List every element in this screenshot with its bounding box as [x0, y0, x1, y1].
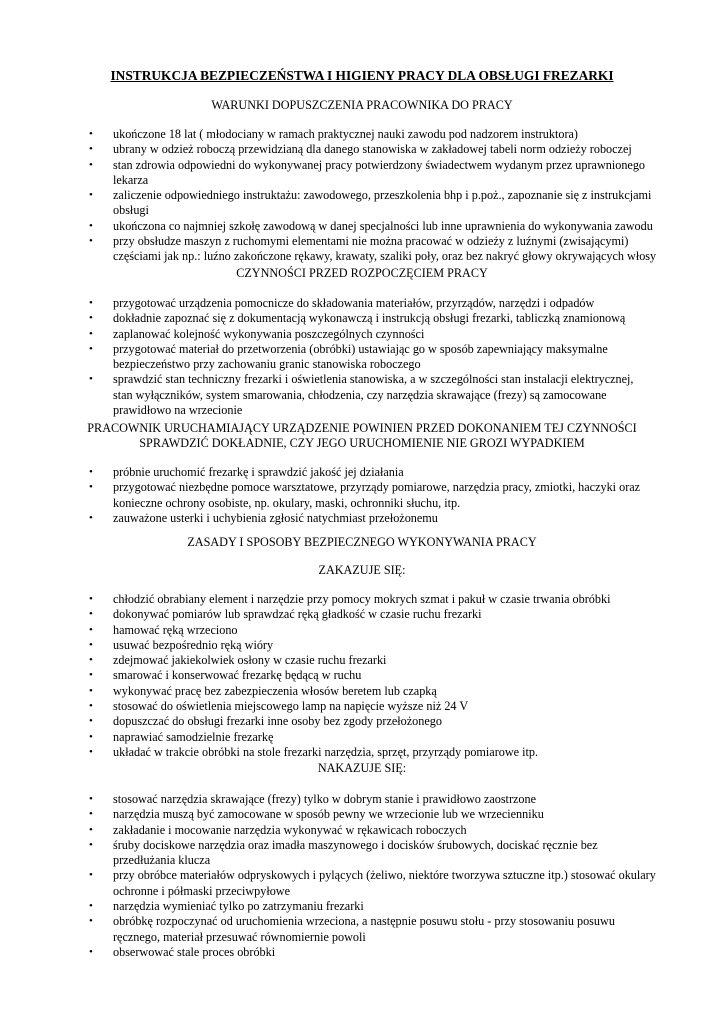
list-item [0, 296, 724, 311]
list-item-line: wykonywać pracę bez zabezpieczenia włosów beretem lub czapką [113, 683, 437, 698]
list-item [0, 219, 724, 234]
list-item [0, 234, 724, 265]
list-item [0, 684, 724, 699]
list-ordered [0, 792, 724, 960]
list-item [0, 607, 724, 622]
list-item-line: dokonywać pomiarów lub sprawdzać ręką gładkość w czasie ruchu frezarki [113, 607, 482, 622]
list-item-line: przy obsłudze maszyn z ruchomymi elementami nie można pracować w odzieży z luźnymi (zwisającymi) [113, 234, 629, 249]
list-item-line: konieczne ochrony osobiste, np. okulary, maski, ochronniki słuchu, itp. [113, 495, 461, 510]
list-item-line: śruby dociskowe narzędzia oraz imadła maszynowego i docisków śrubowych, dociskać ręcznie bez [113, 837, 598, 852]
list-item-line: ochronne i półmaski przeciwpyłowe [113, 883, 291, 898]
list-item-line: przygotować niezbędne pomoce warsztatowe, przyrządy pomiarowe, narzędzia pracy, zmiotki, haczyki oraz [113, 480, 641, 495]
list-item-line: próbnie uruchomić frezarkę i sprawdzić jakość jej działania [113, 465, 404, 479]
list-item-line: ukończone 18 lat ( młodociany w ramach praktycznej nauki zawodu pod nadzorem instruktora) [113, 127, 578, 141]
list-item [0, 653, 724, 668]
list-item-line: przedłużania klucza [113, 853, 211, 868]
list-item-line: dopuszczać do obsługi frezarki inne osoby bez zgody przełożonego [113, 714, 442, 729]
list-item [0, 480, 724, 511]
list-item-line: ukończona co najmniej szkołę zawodową w danej specjalności lub inne uprawnienia do wykonywania zawodu [113, 218, 653, 233]
list-item-line: częściami jak np.: luźno zakończone rękawy, krawaty, szaliki poły, oraz bez nakryć głowy okrywających włosy [113, 249, 657, 264]
list-item-line: zdejmować jakiekolwiek osłony w czasie ruchu frezarki [113, 653, 387, 668]
list-item [0, 730, 724, 745]
list-item-line: zaliczenie odpowiedniego instruktażu: zawodowego, przeszkolenia bhp i p.poż., zapoznanie się z instrukcjami [113, 188, 652, 203]
list-item [0, 465, 724, 480]
section-heading-admission: WARUNKI DOPUSZCZENIA PRACOWNIKA DO PRACY [211, 98, 513, 112]
list-item [0, 914, 724, 945]
list-before-work [0, 296, 724, 418]
list-item-line: ręcznego, materiał przesuwać równomiernie powoli [113, 929, 366, 944]
list-item [0, 342, 724, 373]
list-item-line: przy obróbce materiałów odpryskowych i pylących (żeliwo, niektóre tworzywa sztuczne itp.) stosować okulary [113, 868, 656, 883]
list-item-line: bezpieczeństwo przy zachowaniu granic stanowiska roboczego [113, 357, 421, 372]
list-item [0, 142, 724, 157]
list-item-line: stan zdrowia odpowiedni do wykonywanej pracy potwierdzony świadectwem wydanym przez uprawnionego [113, 157, 646, 172]
list-item-line: chłodzić obrabiany element i narzędzie przy pomocy mokrych szmat i pakuł w czasie trwania obróbki [113, 592, 611, 606]
list-item [0, 945, 724, 960]
list-admission [0, 127, 724, 265]
list-item-line: narzędzia wymieniać tylko po zatrzymaniu frezarki [113, 899, 364, 914]
list-item-line: układać w trakcie obróbki na stole frezarki narzędzia, sprzęt, przyrządy pomiarowe itp. [113, 744, 539, 759]
list-item [0, 807, 724, 822]
list-item-line: stan wyłączników, system smarowania, chłodzenia, czy narzędzia skrawające (frezy) są zamocowane [113, 387, 607, 402]
section-heading-rules: ZASADY I SPOSOBY BEZPIECZNEGO WYKONYWANIA PRACY [187, 535, 537, 549]
list-item [0, 838, 724, 869]
list-item [0, 699, 724, 714]
document-title: INSTRUKCJA BEZPIECZEŃSTWA I HIGIENY PRACY DLA OBSŁUGI FREZARKI [110, 68, 614, 83]
list-item [0, 868, 724, 899]
list-item-line: stosować narzędzia skrawające (frezy) tylko w dobrym stanie i prawidłowo zaostrzone [113, 792, 537, 806]
section-heading-startup-line-2: SPRAWDZIĆ DOKŁADNIE, CZY JEGO URUCHOMIENIE NIE GROZI WYPADKIEM [139, 436, 585, 450]
list-item [0, 623, 724, 638]
list-item [0, 592, 724, 607]
list-item-line: lekarza [113, 172, 149, 187]
list-item-line: naprawiać samodzielnie frezarkę [113, 729, 274, 744]
list-item [0, 311, 724, 326]
section-heading-startup-line-1: PRACOWNIK URUCHAMIAJĄCY URZĄDZENIE POWINIEN PRZED DOKONANIEM TEJ CZYNNOŚCI [87, 421, 637, 435]
list-item [0, 372, 724, 418]
list-item-line: zaplanować kolejność wykonywania poszczególnych czynności [113, 326, 425, 341]
list-item [0, 638, 724, 653]
list-item-line: obsługi [113, 203, 149, 218]
section-heading-forbidden: ZAKAZUJE SIĘ: [318, 563, 406, 577]
list-item [0, 745, 724, 760]
list-item-line: usuwać bezpośrednio ręką wióry [113, 637, 274, 652]
list-item [0, 158, 724, 189]
list-item-line: ubrany w odzież roboczą przewidzianą dla danego stanowiska w zakładowej tabeli norm odzieży roboczej [113, 142, 632, 157]
list-item-line: dokładnie zapoznać się z dokumentacją wykonawczą i instrukcją obsługi frezarki, tabliczką znamionową [113, 311, 626, 326]
list-item [0, 668, 724, 683]
list-item [0, 511, 724, 526]
list-item-line: stosować do oświetlenia miejscowego lamp na napięcie wyższe niż 24 V [113, 699, 469, 714]
list-item-line: zauważone usterki i uchybienia zgłosić natychmiast przełożonemu [113, 510, 438, 525]
list-item-line: smarować i konserwować frezarkę będącą w ruchu [113, 668, 362, 683]
list-item-line: zakładanie i mocowanie narzędzia wykonywać w rękawicach roboczych [113, 822, 467, 837]
list-item-line: sprawdzić stan techniczny frezarki i oświetlenia stanowiska, a w szczególności stan instalacji elektrycznej, [113, 372, 634, 387]
list-item [0, 714, 724, 729]
list-item [0, 792, 724, 807]
list-item [0, 188, 724, 219]
list-startup [0, 465, 724, 526]
list-item-line: prawidłowo na wrzecionie [113, 403, 243, 418]
list-item-line: przygotować urządzenia pomocnicze do składowania materiałów, przyrządów, narzędzi i odpadów [113, 296, 595, 310]
list-item-line: obserwować stale proces obróbki [113, 944, 276, 959]
list-item [0, 823, 724, 838]
list-item-line: obróbkę rozpoczynać od uruchomienia wrzeciona, a następnie posuwu stołu - przy stosowaniu posuwu [113, 914, 615, 929]
list-item-line: narzędzia muszą być zamocowane w sposób pewny we wrzecionie lub we wrzecienniku [113, 807, 544, 822]
list-item-line: przygotować materiał do przetworzenia (obróbki) ustawiając go w sposób zapewniający maksymalne [113, 341, 608, 356]
list-item [0, 899, 724, 914]
section-heading-ordered: NAKAZUJE SIĘ: [317, 761, 407, 775]
list-forbidden [0, 592, 724, 760]
list-item [0, 127, 724, 142]
section-heading-before-work: CZYNNOŚCI PRZED ROZPOCZĘCIEM PRACY [236, 266, 488, 280]
list-item [0, 327, 724, 342]
list-item-line: hamować ręką wrzeciono [113, 622, 238, 637]
